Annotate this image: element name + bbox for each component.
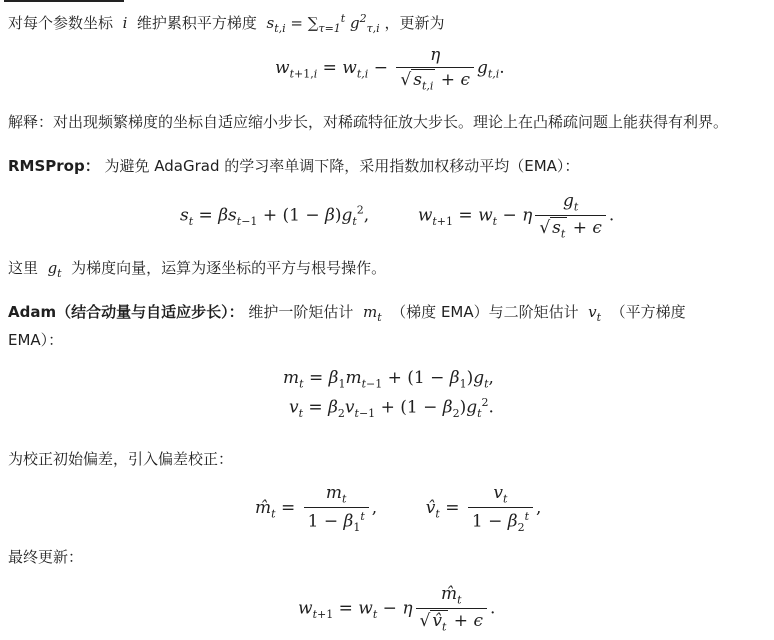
rmsprop-paragraph (8, 155, 579, 177)
inline-math-mt: $m_t$ (358, 303, 382, 324)
adam-text-1: 维护一阶矩估计 (248, 303, 354, 321)
inline-math-s-sum: $s_{t,i} = \sum_{\tau=1}^t$ $g^2_{\tau,i}$ (261, 12, 380, 35)
final-update-text: 最终更新： (8, 548, 84, 566)
adagrad-update-equation: $w_{t+1,i} = w_{t,i}$ − $\frac{\eta}{√ s_{t,i} + \epsilon}$ $g_{t,i}$. (275, 45, 505, 93)
adagrad-explanation: 解释：对出现频繁梯度的坐标自适应缩小步长，对稀疏特征放大步长。理论上在凸稀疏问题上能获得有利界。 (8, 113, 729, 131)
adam-text-3: （平方梯度 (610, 303, 686, 321)
adam-moment-m-equation: $m_t = \beta_1m_{t-1} + (1 - \beta_1)g_t$, (283, 368, 494, 391)
cropped-top-edge (4, 0, 124, 2)
adam-text-2: （梯度 EMA）与二阶矩估计 (391, 303, 579, 321)
adam-paragraph (8, 301, 686, 329)
gradient-note (8, 257, 386, 285)
inline-math-gt: $g_t$ (42, 259, 62, 280)
inline-math-i: i (117, 14, 133, 32)
intro-text-2: 维护累积平方梯度 (136, 14, 257, 32)
adagrad-intro (8, 8, 445, 40)
intro-text: 对每个参数坐标 (8, 14, 114, 32)
inline-math-vt: $v_t$ (583, 303, 602, 324)
adam-final-equation: $w_{t+1} = w_t - \eta$ $\frac{m̂_t}{√ v̂_t + \epsilon}$ . (298, 584, 496, 634)
bias-correction-equation: $m̂_t$ = $\frac{m_t}{1 - \beta_1^t}$ , $v̂_t$ = $\frac{v_t}{1 - \beta_2^t}$ , (255, 483, 542, 535)
bias-correction-text: 为校正初始偏差，引入偏差校正： (8, 450, 234, 468)
intro-text-3: ，更新为 (384, 14, 445, 32)
adam-paragraph-cont: EMA）： (8, 331, 64, 349)
adam-heading: Adam（结合动量与自适应步长）： (8, 303, 244, 321)
rmsprop-text: 为避免 AdaGrad 的学习率单调下降，采用指数加权移动平均（EMA）： (104, 157, 580, 175)
rmsprop-equation: $s_t = \beta s_{t-1} + (1 - \beta)g_t^2$, $w_{t+1} = w_t - \eta$ $\frac{g_t}{√ s_t + \epsilon}$ . (180, 191, 615, 241)
note-text-2: 为梯度向量，运算为逐坐标的平方与根号操作。 (71, 259, 387, 277)
rmsprop-heading: RMSProp： (8, 157, 100, 175)
adam-moment-v-equation: $v_t = \beta_2v_{t-1} + (1 - \beta_2)g_t^2$. (289, 396, 494, 421)
note-text: 这里 (8, 259, 39, 277)
